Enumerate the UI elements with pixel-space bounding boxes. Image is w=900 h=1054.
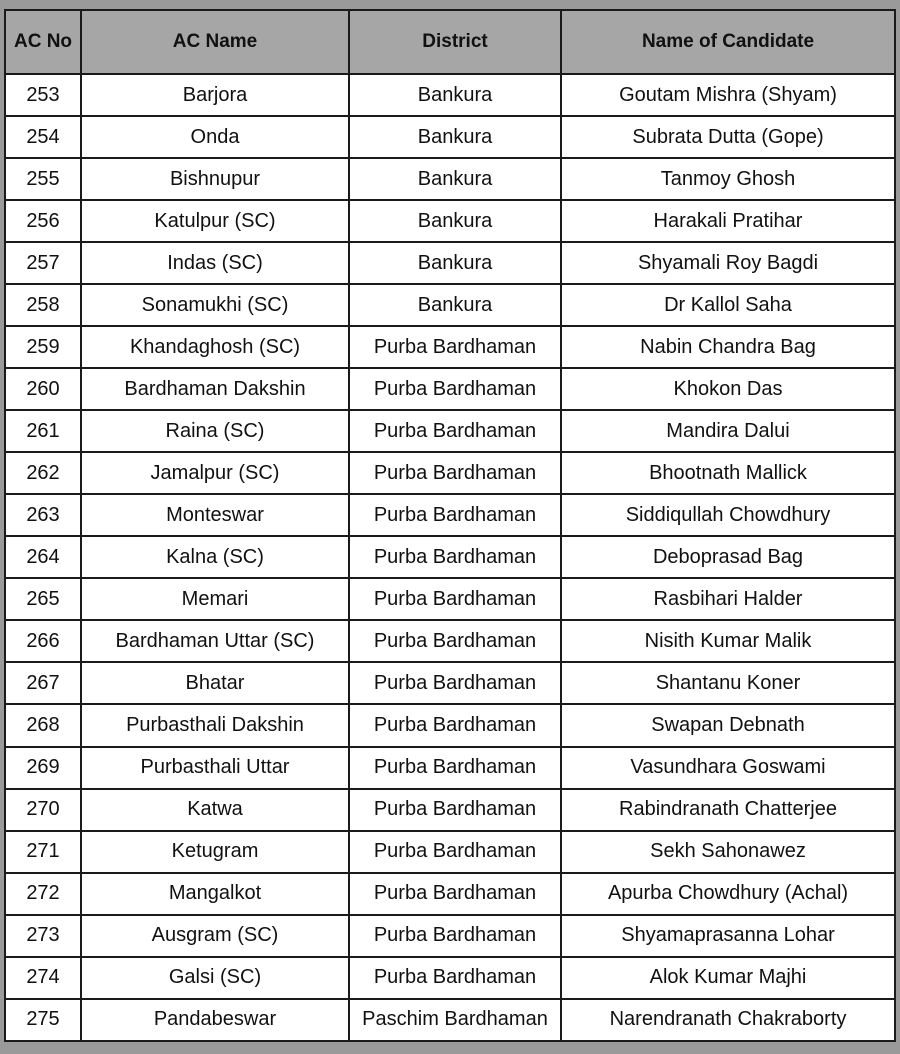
cell-ac-no: 269 — [5, 747, 81, 789]
cell-candidate-name: Vasundhara Goswami — [561, 747, 895, 789]
cell-ac-no: 270 — [5, 789, 81, 831]
table-row — [5, 662, 895, 704]
cell-district: Purba Bardhaman — [349, 494, 561, 536]
table-row — [5, 620, 895, 662]
table-row — [5, 158, 895, 200]
table-row — [5, 410, 895, 452]
cell-ac-no: 274 — [5, 957, 81, 999]
candidate-table — [4, 9, 896, 1042]
cell-candidate-name: Apurba Chowdhury (Achal) — [561, 873, 895, 915]
cell-candidate-name: Alok Kumar Majhi — [561, 957, 895, 999]
table-body — [5, 74, 895, 1041]
cell-district: Paschim Bardhaman — [349, 999, 561, 1041]
cell-ac-no: 256 — [5, 200, 81, 242]
cell-ac-no: 265 — [5, 578, 81, 620]
cell-candidate-name: Narendranath Chakraborty — [561, 999, 895, 1041]
cell-district: Purba Bardhaman — [349, 536, 561, 578]
cell-candidate-name: Nisith Kumar Malik — [561, 620, 895, 662]
cell-candidate-name: Bhootnath Mallick — [561, 452, 895, 494]
cell-ac-no: 258 — [5, 284, 81, 326]
cell-ac-name: Purbasthali Uttar — [81, 747, 349, 789]
cell-district: Purba Bardhaman — [349, 915, 561, 957]
cell-ac-no: 257 — [5, 242, 81, 284]
cell-ac-no: 253 — [5, 74, 81, 116]
cell-ac-no: 260 — [5, 368, 81, 410]
cell-district: Bankura — [349, 242, 561, 284]
cell-ac-no: 254 — [5, 116, 81, 158]
table-row — [5, 116, 895, 158]
cell-ac-name: Onda — [81, 116, 349, 158]
cell-ac-name: Monteswar — [81, 494, 349, 536]
cell-ac-name: Katulpur (SC) — [81, 200, 349, 242]
cell-district: Purba Bardhaman — [349, 368, 561, 410]
cell-district: Purba Bardhaman — [349, 662, 561, 704]
cell-candidate-name: Subrata Dutta (Gope) — [561, 116, 895, 158]
cell-candidate-name: Goutam Mishra (Shyam) — [561, 74, 895, 116]
cell-candidate-name: Dr Kallol Saha — [561, 284, 895, 326]
cell-ac-name: Khandaghosh (SC) — [81, 326, 349, 368]
cell-candidate-name: Nabin Chandra Bag — [561, 326, 895, 368]
table-row — [5, 368, 895, 410]
cell-ac-name: Kalna (SC) — [81, 536, 349, 578]
cell-ac-name: Purbasthali Dakshin — [81, 704, 349, 746]
table-row — [5, 74, 895, 116]
table-row — [5, 789, 895, 831]
cell-ac-no: 264 — [5, 536, 81, 578]
header-ac-no: AC No — [5, 10, 81, 74]
cell-candidate-name: Rasbihari Halder — [561, 578, 895, 620]
cell-ac-no: 273 — [5, 915, 81, 957]
cell-district: Purba Bardhaman — [349, 620, 561, 662]
header-candidate-name: Name of Candidate — [561, 10, 895, 74]
cell-ac-name: Memari — [81, 578, 349, 620]
table-row — [5, 284, 895, 326]
cell-ac-no: 255 — [5, 158, 81, 200]
cell-ac-name: Jamalpur (SC) — [81, 452, 349, 494]
cell-district: Purba Bardhaman — [349, 704, 561, 746]
cell-ac-name: Pandabeswar — [81, 999, 349, 1041]
cell-district: Purba Bardhaman — [349, 873, 561, 915]
table-row — [5, 915, 895, 957]
cell-ac-no: 262 — [5, 452, 81, 494]
cell-candidate-name: Harakali Pratihar — [561, 200, 895, 242]
cell-district: Bankura — [349, 200, 561, 242]
cell-ac-no: 271 — [5, 831, 81, 873]
cell-district: Purba Bardhaman — [349, 578, 561, 620]
cell-ac-no: 275 — [5, 999, 81, 1041]
cell-district: Bankura — [349, 284, 561, 326]
cell-ac-no: 272 — [5, 873, 81, 915]
cell-ac-name: Ketugram — [81, 831, 349, 873]
cell-candidate-name: Tanmoy Ghosh — [561, 158, 895, 200]
cell-ac-no: 267 — [5, 662, 81, 704]
cell-district: Bankura — [349, 116, 561, 158]
cell-ac-name: Sonamukhi (SC) — [81, 284, 349, 326]
cell-ac-name: Bishnupur — [81, 158, 349, 200]
table-row — [5, 452, 895, 494]
cell-district: Purba Bardhaman — [349, 747, 561, 789]
table-row — [5, 242, 895, 284]
header-ac-name: AC Name — [81, 10, 349, 74]
cell-ac-no: 261 — [5, 410, 81, 452]
cell-ac-no: 268 — [5, 704, 81, 746]
cell-district: Bankura — [349, 74, 561, 116]
cell-district: Purba Bardhaman — [349, 957, 561, 999]
cell-ac-name: Bardhaman Dakshin — [81, 368, 349, 410]
cell-candidate-name: Shyamali Roy Bagdi — [561, 242, 895, 284]
header-row — [5, 10, 895, 74]
table-row — [5, 747, 895, 789]
cell-ac-name: Ausgram (SC) — [81, 915, 349, 957]
cell-ac-name: Katwa — [81, 789, 349, 831]
cell-ac-name: Bhatar — [81, 662, 349, 704]
cell-district: Purba Bardhaman — [349, 452, 561, 494]
table-row — [5, 873, 895, 915]
table-row — [5, 999, 895, 1041]
cell-ac-name: Indas (SC) — [81, 242, 349, 284]
cell-district: Purba Bardhaman — [349, 410, 561, 452]
cell-ac-name: Barjora — [81, 74, 349, 116]
cell-ac-name: Raina (SC) — [81, 410, 349, 452]
cell-candidate-name: Shantanu Koner — [561, 662, 895, 704]
table-row — [5, 536, 895, 578]
cell-candidate-name: Sekh Sahonawez — [561, 831, 895, 873]
cell-ac-no: 266 — [5, 620, 81, 662]
cell-ac-no: 263 — [5, 494, 81, 536]
header-district: District — [349, 10, 561, 74]
cell-candidate-name: Swapan Debnath — [561, 704, 895, 746]
cell-candidate-name: Siddiqullah Chowdhury — [561, 494, 895, 536]
table-row — [5, 957, 895, 999]
cell-district: Purba Bardhaman — [349, 326, 561, 368]
cell-candidate-name: Shyamaprasanna Lohar — [561, 915, 895, 957]
cell-ac-name: Mangalkot — [81, 873, 349, 915]
table-row — [5, 200, 895, 242]
table-row — [5, 831, 895, 873]
cell-district: Purba Bardhaman — [349, 831, 561, 873]
table-row — [5, 494, 895, 536]
cell-ac-no: 259 — [5, 326, 81, 368]
cell-district: Purba Bardhaman — [349, 789, 561, 831]
table-row — [5, 326, 895, 368]
cell-ac-name: Galsi (SC) — [81, 957, 349, 999]
cell-candidate-name: Rabindranath Chatterjee — [561, 789, 895, 831]
cell-candidate-name: Deboprasad Bag — [561, 536, 895, 578]
table-row — [5, 704, 895, 746]
table-row — [5, 578, 895, 620]
cell-ac-name: Bardhaman Uttar (SC) — [81, 620, 349, 662]
cell-candidate-name: Mandira Dalui — [561, 410, 895, 452]
cell-candidate-name: Khokon Das — [561, 368, 895, 410]
cell-district: Bankura — [349, 158, 561, 200]
